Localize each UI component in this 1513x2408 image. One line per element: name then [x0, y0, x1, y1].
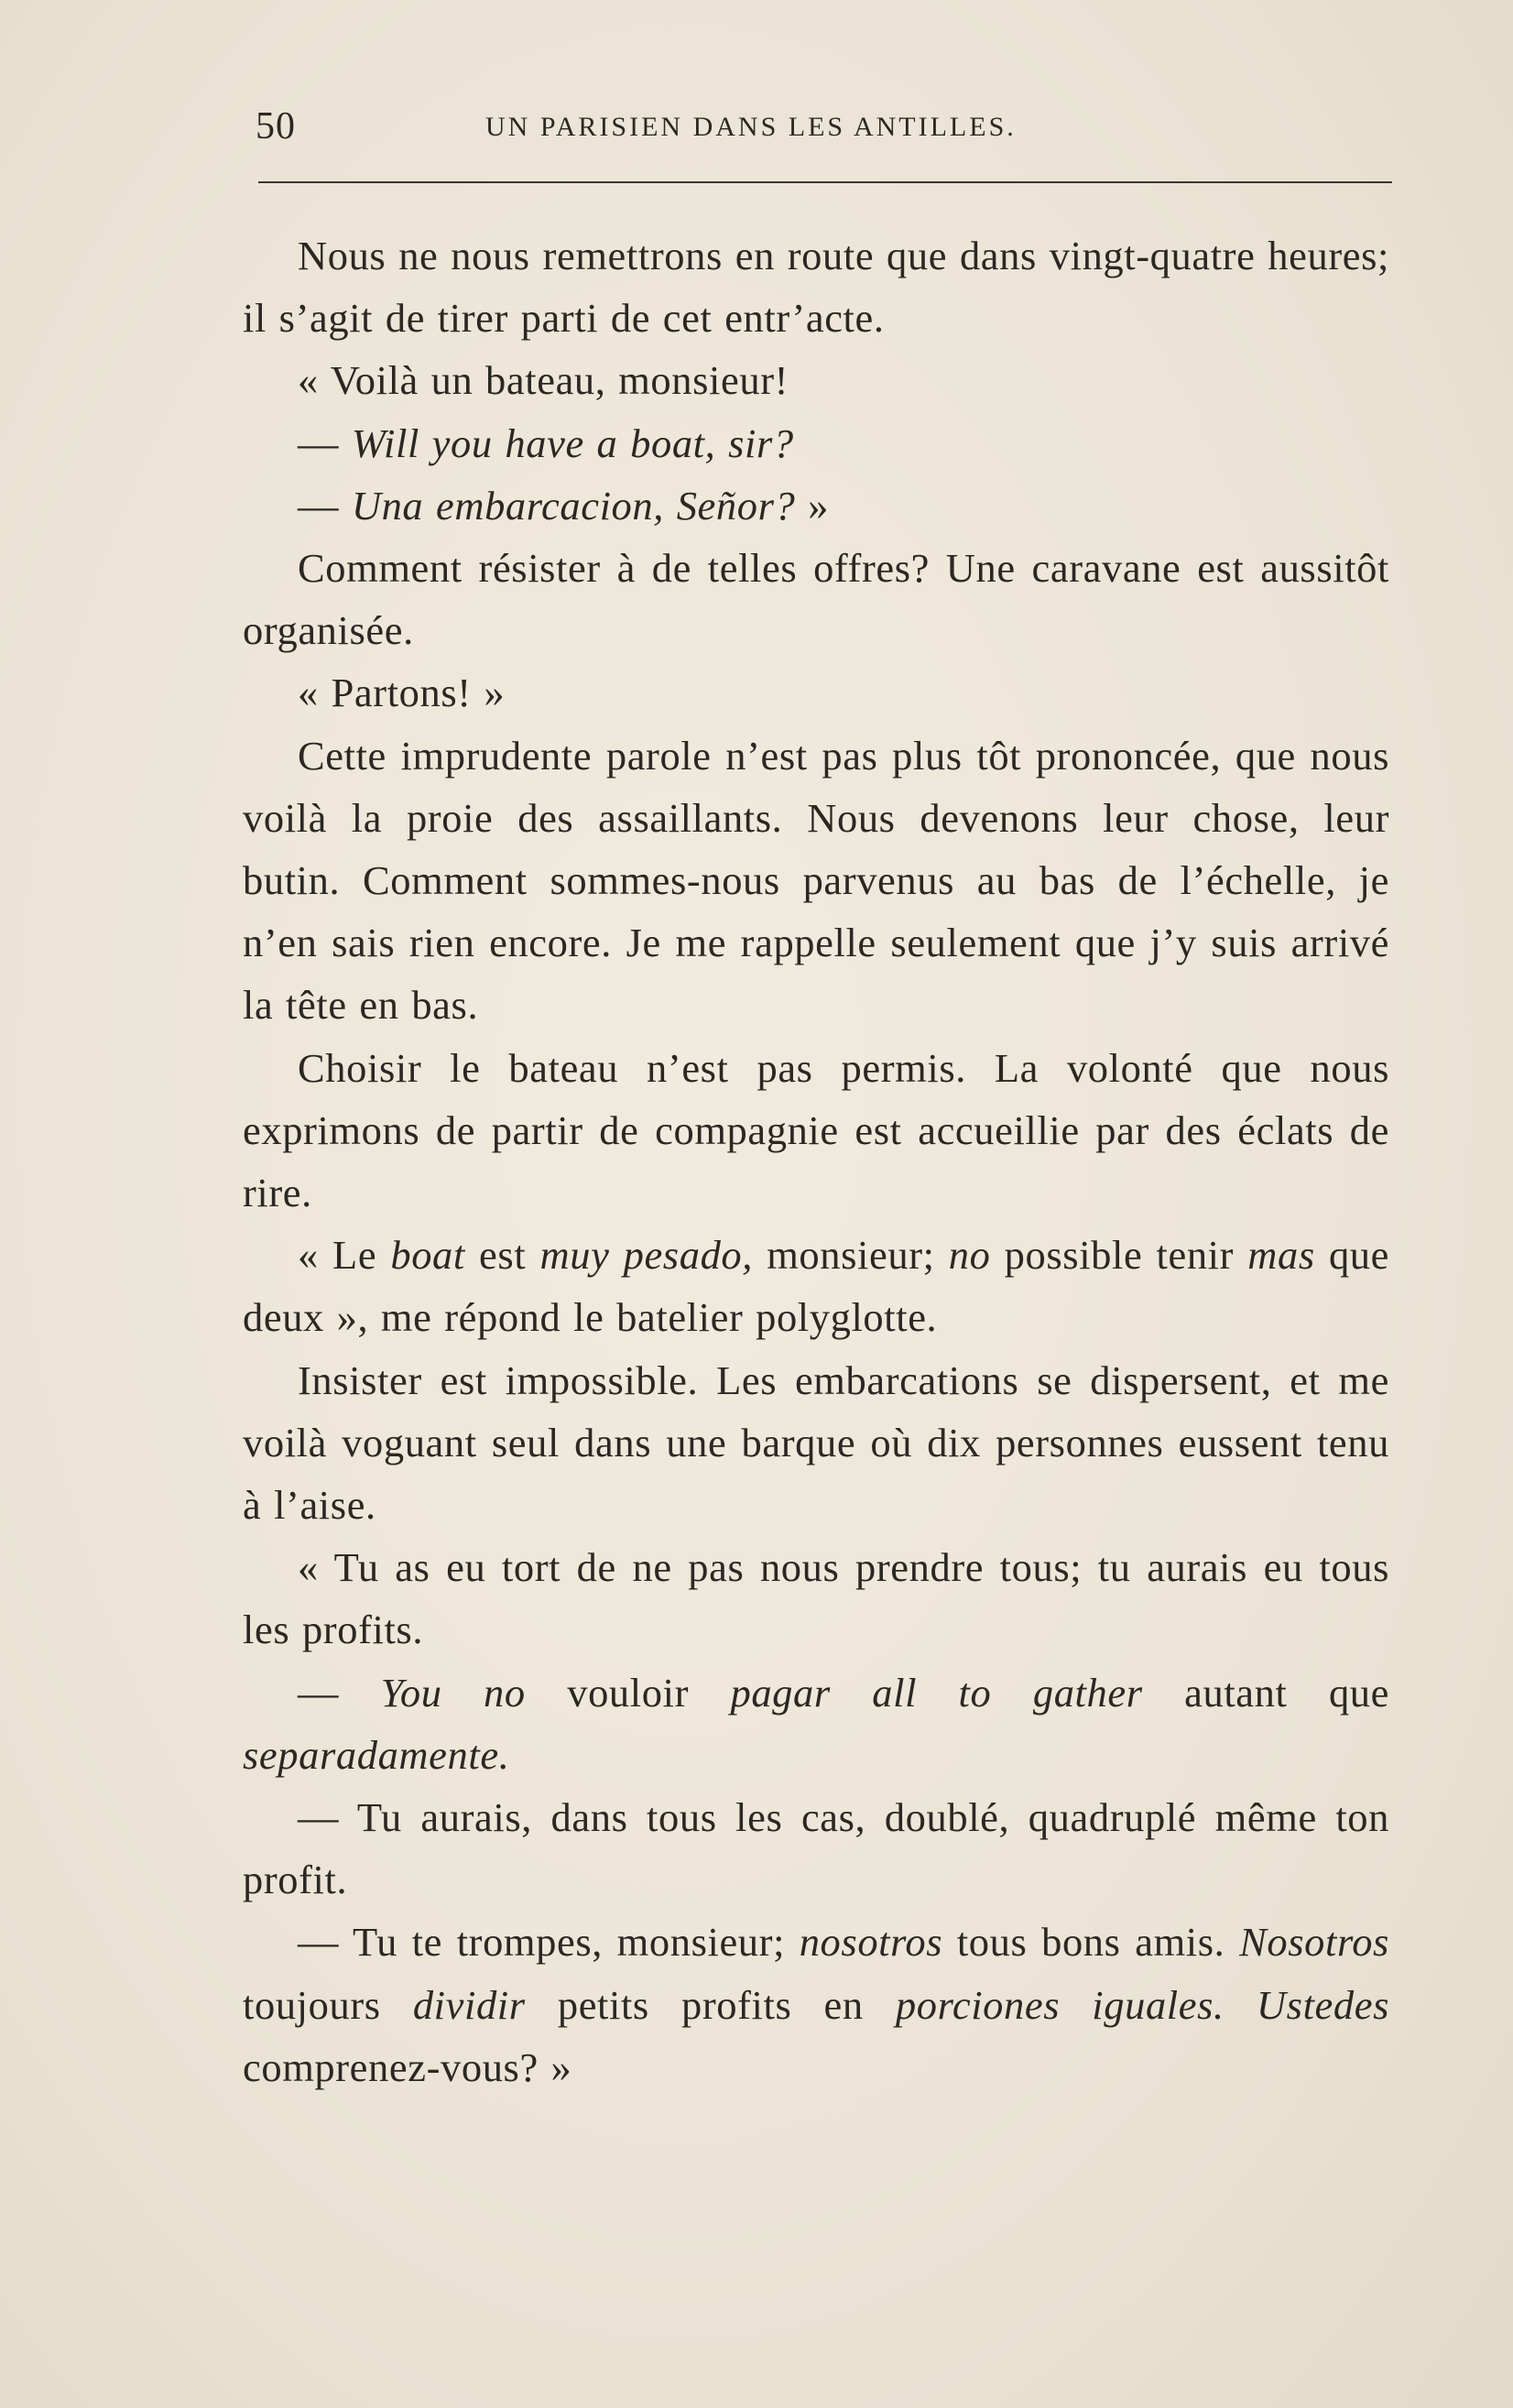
paragraph: — Tu te trompes, monsieur; nosotros tous bons amis. Nosotros toujours dividir petits profits en porciones iguales. Ustedes comprenez-vous? »: [243, 1919, 1390, 2090]
paragraph: Nous ne nous remettrons en route que dans vingt-quatre heures; il s’agit de tirer parti de cet entr’acte.: [243, 233, 1389, 342]
paragraph: « Tu as eu tort de ne pas nous prendre tous; tu aurais eu tous les profits.: [243, 1544, 1389, 1653]
header-rule: [258, 181, 1392, 183]
paragraph: « Partons! »: [298, 670, 506, 716]
paragraph: Comment résister à de telles offres? Une caravane est aussitôt organisée.: [243, 545, 1389, 654]
paragraph: — Una embarcacion, Señor? »: [298, 482, 829, 528]
running-title: UN PARISIEN DANS LES ANTILLES.: [485, 112, 1017, 142]
paragraph: Choisir le bateau n’est pas permis. La volonté que nous exprimons de partir de compagnie est accueillie par des éclats de rire.: [243, 1044, 1389, 1216]
paragraph: — You no vouloir pagar all to gather autant que separadamente.: [243, 1669, 1389, 1778]
paragraph: « Le boat est muy pesado, monsieur; no possible tenir mas que deux », me répond le batelier polyglotte.: [243, 1232, 1390, 1341]
paragraph: — Will you have a boat, sir?: [298, 419, 794, 466]
paragraph: « Voilà un bateau, monsieur!: [298, 357, 789, 404]
paragraph: — Tu aurais, dans tous les cas, doublé, quadruplé même ton profit.: [243, 1794, 1389, 1903]
paragraph: Insister est impossible. Les embarcations se dispersent, et me voilà voguant seul dans une barque où dix personnes eussent tenu à l’aise.: [243, 1357, 1389, 1529]
page-number: 50: [256, 105, 296, 147]
paragraph: Cette imprudente parole n’est pas plus tôt prononcée, que nous voilà la proie des assaillants. Nous devenons leur chose, leur butin. Comment sommes-nous parvenus au bas de l’échelle, je n’en sais rien encore. Je me rappelle seulement que j’y suis arrivé la tête en bas.: [243, 732, 1389, 1029]
running-header: [252, 99, 1388, 154]
body-text: [243, 224, 1389, 2098]
